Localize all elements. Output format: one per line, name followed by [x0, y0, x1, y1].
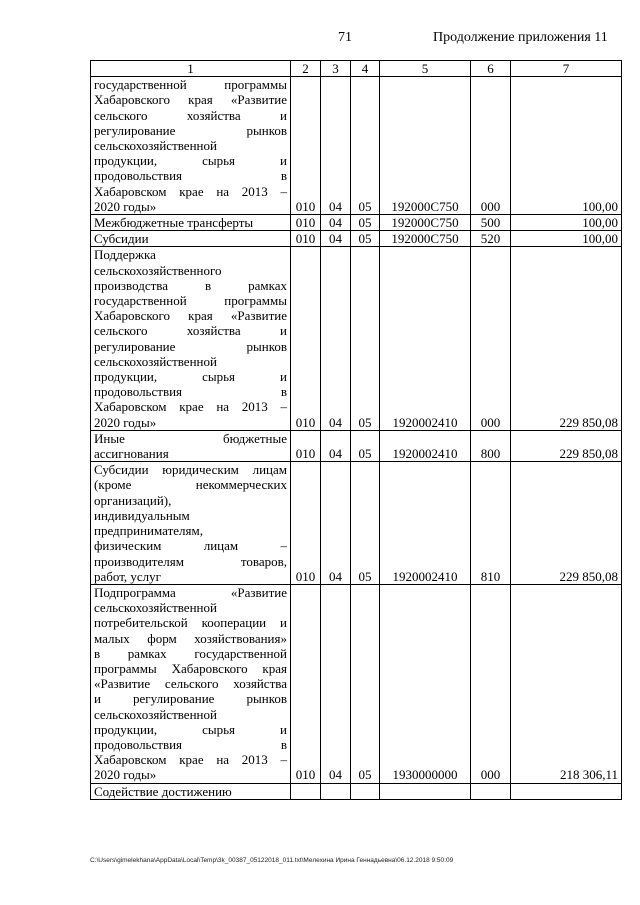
name-line: в рамках государственной	[94, 645, 287, 661]
expense-type-code: 800	[471, 430, 511, 461]
name-line: Иные бюджетные	[94, 430, 287, 446]
target-article-code: 192000С750	[380, 231, 471, 247]
name-line: производства в рамках	[94, 277, 287, 293]
column-number: 6	[471, 61, 511, 77]
column-number: 1	[91, 61, 291, 77]
name-line: сельского хозяйства и	[94, 107, 287, 123]
file-path-footer: C:\Users\gimelekhana\AppData\Local\Temp\3k_00387_05122018_011.txt\Мелехина Ирина Геннадьевна\06.12.2018 9:50:09	[90, 857, 454, 864]
column-number: 4	[351, 61, 380, 77]
expense-item-name	[91, 462, 291, 585]
name-line: регулирование рынков	[94, 122, 287, 138]
name-line: организаций),	[94, 492, 172, 508]
name-line: ассигнования	[94, 446, 169, 462]
column-number: 2	[291, 61, 321, 77]
subsection-code	[351, 783, 380, 799]
name-line: государственной программы	[94, 293, 287, 309]
table-row	[91, 247, 622, 430]
name-line: продовольствия в	[94, 736, 287, 752]
name-line: Содействие достижению	[94, 783, 232, 799]
column-number: 3	[321, 61, 351, 77]
expense-type-code: 520	[471, 231, 511, 247]
amount: 229 850,08	[511, 462, 622, 585]
section-code: 04	[321, 215, 351, 231]
amount: 100,00	[511, 231, 622, 247]
name-line: сельскохозяйственной	[94, 706, 217, 722]
amount: 229 850,08	[511, 430, 622, 461]
expense-type-code: 000	[471, 247, 511, 430]
ministry-code: 010	[291, 430, 321, 461]
name-line: 2020 годы»	[94, 198, 157, 214]
name-line: Подпрограмма «Развитие	[94, 584, 287, 600]
target-article-code	[380, 783, 471, 799]
subsection-code: 05	[351, 584, 380, 783]
name-line: государственной программы	[94, 77, 287, 93]
page-number: 71	[338, 30, 352, 45]
name-line: продукции, сырья и	[94, 153, 287, 169]
name-line: продовольствия в	[94, 168, 287, 184]
subsection-code: 05	[351, 462, 380, 585]
name-line: и регулирование рынков	[94, 691, 287, 707]
name-line: сельского хозяйства и	[94, 323, 287, 339]
name-line: Хабаровском крае на 2013 –	[94, 183, 287, 199]
section-code: 04	[321, 462, 351, 585]
amount	[511, 783, 622, 799]
column-number: 7	[511, 61, 622, 77]
table-row	[91, 584, 622, 783]
ministry-code: 010	[291, 584, 321, 783]
target-article-code: 1920002410	[380, 430, 471, 461]
expense-item-name	[91, 77, 291, 215]
target-article-code: 1920002410	[380, 247, 471, 430]
amount: 100,00	[511, 77, 622, 215]
column-number: 5	[380, 61, 471, 77]
name-line: Хабаровского края «Развитие	[94, 92, 287, 108]
name-line: 2020 годы»	[94, 767, 157, 783]
ministry-code: 010	[291, 215, 321, 231]
table-row	[91, 430, 622, 461]
table-row	[91, 231, 622, 247]
target-article-code: 192000С750	[380, 215, 471, 231]
target-article-code: 1930000000	[380, 584, 471, 783]
column-number-row	[91, 61, 622, 77]
table-row	[91, 462, 622, 585]
subsection-code: 05	[351, 231, 380, 247]
amount: 100,00	[511, 215, 622, 231]
expense-type-code	[471, 783, 511, 799]
name-line: работ, услуг	[94, 568, 162, 584]
ministry-code: 010	[291, 247, 321, 430]
section-code: 04	[321, 584, 351, 783]
table-row	[91, 77, 622, 215]
section-code: 04	[321, 77, 351, 215]
name-line: «Развитие сельского хозяйства	[94, 676, 287, 692]
name-line: Субсидии юридическим лицам	[94, 462, 287, 478]
expense-item-name	[91, 247, 291, 430]
expense-type-code: 810	[471, 462, 511, 585]
name-line: физическим лицам –	[94, 538, 287, 554]
name-line: продукции, сырья и	[94, 369, 287, 385]
expense-item-name	[91, 783, 291, 799]
table-row	[91, 215, 622, 231]
expense-item-name	[91, 430, 291, 461]
amount: 218 306,11	[511, 584, 622, 783]
section-code: 04	[321, 231, 351, 247]
ministry-code: 010	[291, 77, 321, 215]
name-line: Хабаровском крае на 2013 –	[94, 399, 287, 415]
expense-type-code: 500	[471, 215, 511, 231]
name-line: сельскохозяйственной	[94, 600, 217, 616]
name-line: предпринимателям,	[94, 523, 203, 539]
ministry-code	[291, 783, 321, 799]
name-line: малых форм хозяйствования»	[94, 630, 287, 646]
section-code: 04	[321, 430, 351, 461]
subsection-code: 05	[351, 430, 380, 461]
name-line: производителям товаров,	[94, 553, 287, 569]
name-line: продукции, сырья и	[94, 721, 287, 737]
name-line: Межбюджетные трансферты	[94, 215, 254, 231]
budget-table	[90, 60, 622, 800]
target-article-code: 1920002410	[380, 462, 471, 585]
subsection-code: 05	[351, 247, 380, 430]
name-line: (кроме некоммерческих	[94, 477, 287, 493]
name-line: Поддержка	[94, 247, 156, 263]
name-line: сельскохозяйственной	[94, 353, 217, 369]
name-line: индивидуальным	[94, 507, 190, 523]
expense-item-name	[91, 231, 291, 247]
expense-type-code: 000	[471, 584, 511, 783]
name-line: Субсидии	[94, 231, 149, 247]
appendix-note: Продолжение приложения 11	[433, 30, 608, 45]
ministry-code: 010	[291, 462, 321, 585]
name-line: 2020 годы»	[94, 414, 157, 430]
target-article-code: 192000С750	[380, 77, 471, 215]
subsection-code: 05	[351, 215, 380, 231]
table-row	[91, 783, 622, 799]
name-line: Хабаровского края «Развитие	[94, 308, 287, 324]
amount: 229 850,08	[511, 247, 622, 430]
subsection-code: 05	[351, 77, 380, 215]
name-line: сельскохозяйственного	[94, 262, 222, 278]
name-line: регулирование рынков	[94, 338, 287, 354]
expense-item-name	[91, 215, 291, 231]
ministry-code: 010	[291, 231, 321, 247]
expense-item-name	[91, 584, 291, 783]
section-code	[321, 783, 351, 799]
name-line: потребительской кооперации и	[94, 615, 287, 631]
section-code: 04	[321, 247, 351, 430]
name-line: сельскохозяйственной	[94, 138, 217, 154]
name-line: программы Хабаровского края	[94, 660, 287, 676]
expense-type-code: 000	[471, 77, 511, 215]
name-line: продовольствия в	[94, 384, 287, 400]
name-line: Хабаровском крае на 2013 –	[94, 752, 287, 768]
